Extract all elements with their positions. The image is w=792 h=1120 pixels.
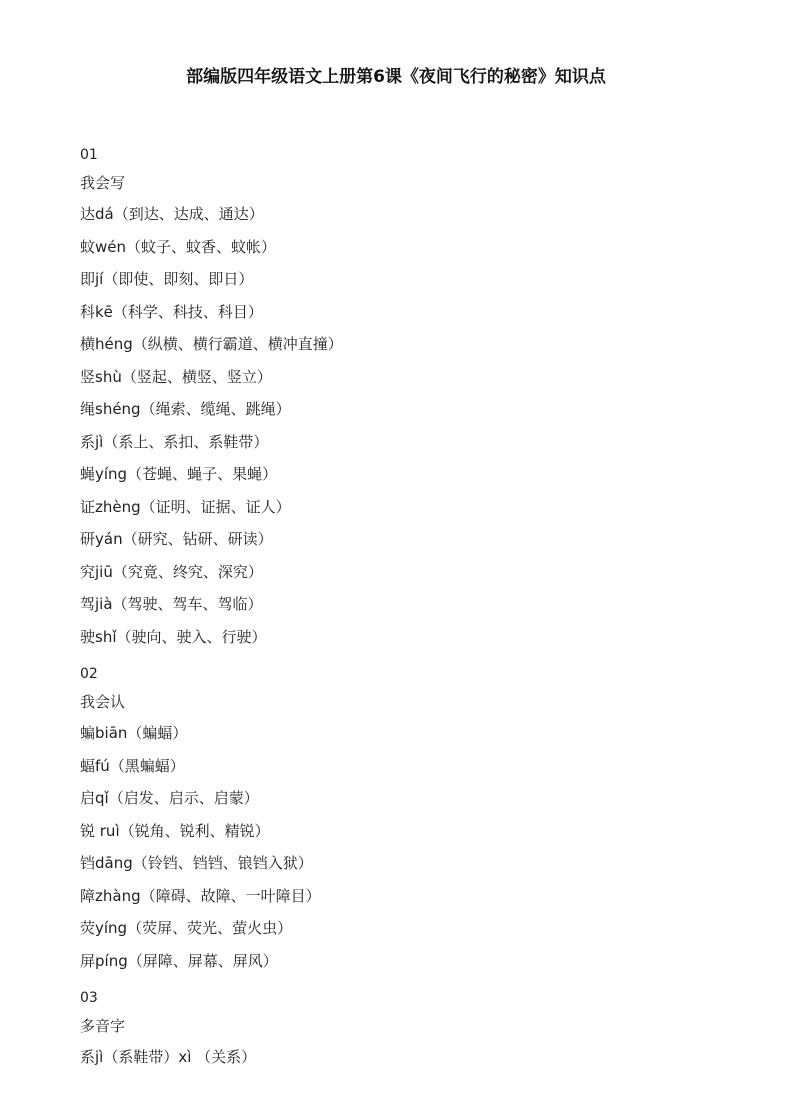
section-polyphonic xyxy=(80,985,740,1074)
character-entry: 蝇yíng（苍蝇、蝇子、果蝇） xyxy=(80,465,278,483)
character-entry: 启qǐ（启发、启示、启蒙） xyxy=(80,789,259,807)
character-entry: 达dá（到达、达成、通达） xyxy=(80,205,264,223)
character-entry: 蝠fú（黑蝙蝠） xyxy=(80,756,185,775)
character-entry: 驾jià（驾驶、驾车、驾临） xyxy=(80,595,263,613)
character-entry: 蝙biān（蝙蝠） xyxy=(80,724,188,742)
section-number: 01 xyxy=(80,147,98,163)
section-write xyxy=(80,142,740,653)
character-entry: 横héng（纵横、横行霸道、横冲直撞） xyxy=(80,335,343,353)
character-entry: 铛dāng（铃铛、铛铛、锒铛入狱） xyxy=(80,854,313,872)
section-heading: 我会认 xyxy=(80,693,126,711)
section-number: 02 xyxy=(80,666,98,682)
character-entry: 究jiū（究竟、终究、深究） xyxy=(80,562,263,581)
section-heading: 我会写 xyxy=(80,174,126,192)
character-entry: 障zhàng（障碍、故障、一叶障目） xyxy=(80,886,321,905)
character-entry: 即jí（即使、即刻、即日） xyxy=(80,270,254,288)
character-entry: 驶shǐ（驶向、驶入、行驶） xyxy=(80,627,267,646)
character-entry: 系jì（系鞋带）xì （关系） xyxy=(80,1048,257,1066)
character-entry: 屏píng（屏障、屏幕、屏风） xyxy=(80,951,278,970)
character-entry: 证zhèng（证明、证据、证人） xyxy=(80,497,291,516)
section-recognize xyxy=(80,661,740,977)
character-entry: 锐 ruì（锐角、锐利、精锐） xyxy=(80,821,270,840)
character-entry: 研yán（研究、钻研、研读） xyxy=(80,530,273,548)
section-number: 03 xyxy=(80,990,98,1006)
character-entry: 科kē（科学、科技、科目） xyxy=(80,302,263,321)
character-entry: 荧yíng（荧屏、荧光、萤火虫） xyxy=(80,919,293,937)
section-heading: 多音字 xyxy=(80,1017,126,1035)
character-entry: 竖shù（竖起、横竖、竖立） xyxy=(80,367,272,386)
character-entry: 绳shéng（绳索、缆绳、跳绳） xyxy=(80,400,291,418)
character-entry: 蚊wén（蚊子、蚊香、蚊帐） xyxy=(80,237,277,256)
document-body xyxy=(80,142,740,1074)
character-entry: 系jì（系上、系扣、系鞋带） xyxy=(80,432,269,451)
document-title: 部编版四年级语文上册第6课《夜间飞行的秘密》知识点 xyxy=(186,67,606,87)
